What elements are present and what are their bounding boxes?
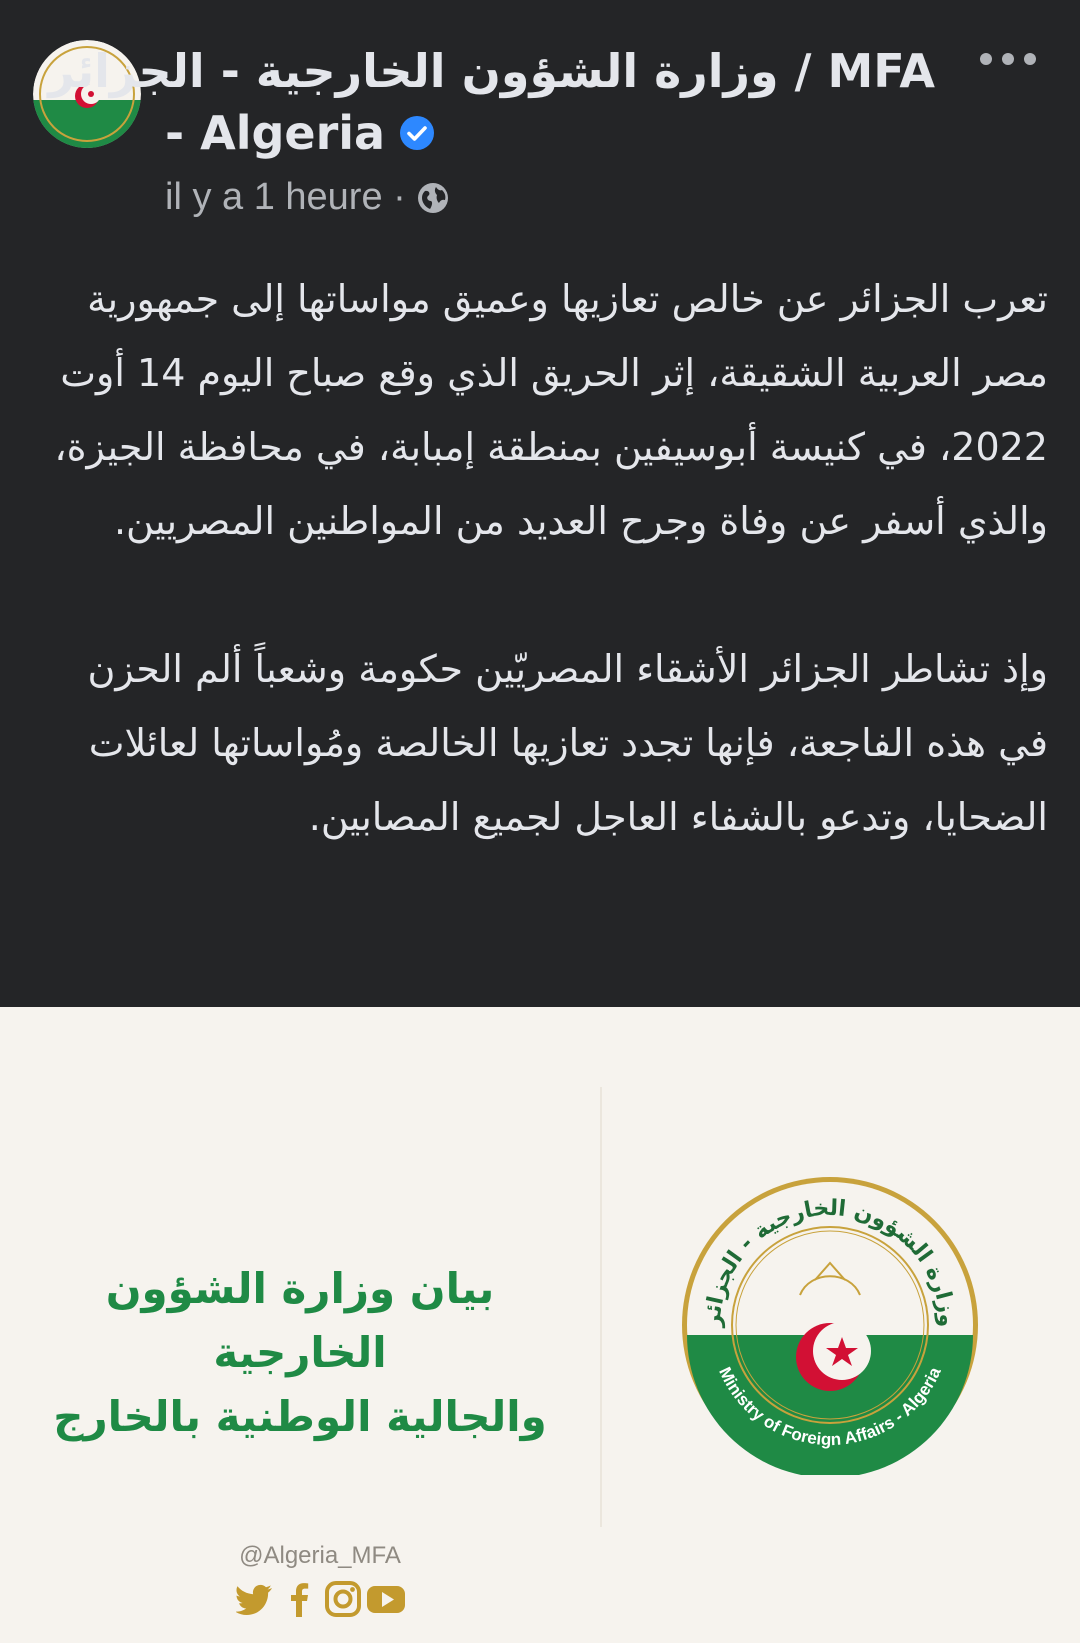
- verified-badge-icon: [399, 115, 435, 151]
- more-dot: [1024, 53, 1036, 65]
- page-author-name[interactable]: [48, 40, 935, 164]
- facebook-icon: [279, 1579, 319, 1619]
- image-divider: [600, 1087, 602, 1527]
- statement-line-1: بيان وزارة الشؤون الخارجية: [105, 1264, 495, 1377]
- globe-icon: [416, 181, 450, 215]
- post-header: [0, 0, 1080, 240]
- ministry-seal-logo: [680, 1175, 980, 1475]
- svg-text:وزارة الشؤون الخارجية - الجزائ: وزارة الشؤون الخارجية - الجزائر: [700, 1195, 960, 1328]
- author-line-1[interactable]: MFA / وزارة الشؤون الخارجية - الجزائر: [48, 44, 935, 98]
- statement-line-2: والجالية الوطنية بالخارج: [53, 1392, 547, 1441]
- statement-title: [30, 1257, 570, 1449]
- author-line-2[interactable]: [165, 102, 935, 164]
- post-meta: [165, 176, 450, 219]
- post-paragraph-1: تعرب الجزائر عن خالص تعازيها وعميق مواساتها إلى جمهورية مصر العربية الشقيقة، إثر الحريق الذي وقع صباح اليوم 14 أوت 2022، في كنيسة أبوسيفين بمنطقة إمبابة، في محافظة الجيزة، والذي أسفر عن وفاة وجرح العديد من المواطنين المصريين.: [42, 277, 1048, 543]
- post-paragraph-2: وإذ تشاطر الجزائر الأشقاء المصريّين حكومة وشعباً ألم الحزن في هذه الفاجعة، فإنها تجدد تعازيها الخالصة ومُواساتها لعائلات الضحايا، وتدعو بالشفاء العاجل لجميع المصابين.: [75, 647, 1048, 839]
- post-text: [40, 262, 1048, 854]
- more-dot: [1002, 53, 1014, 65]
- post-image[interactable]: [0, 1007, 1080, 1643]
- twitter-icon: [236, 1579, 276, 1619]
- social-icons: [236, 1577, 406, 1621]
- post-timestamp[interactable]: il y a 1 heure ·: [165, 176, 406, 218]
- instagram-icon: [323, 1579, 363, 1619]
- youtube-icon: [366, 1579, 406, 1619]
- more-dot: [980, 53, 992, 65]
- social-handle: @Algeria_MFA: [239, 1542, 401, 1569]
- svg-text:Ministry of Foreign Affairs -: Ministry of Foreign Affairs - Algeria: [715, 1364, 945, 1450]
- author-line-2-text[interactable]: - Algeria: [165, 106, 386, 160]
- more-options-icon[interactable]: [980, 44, 1036, 74]
